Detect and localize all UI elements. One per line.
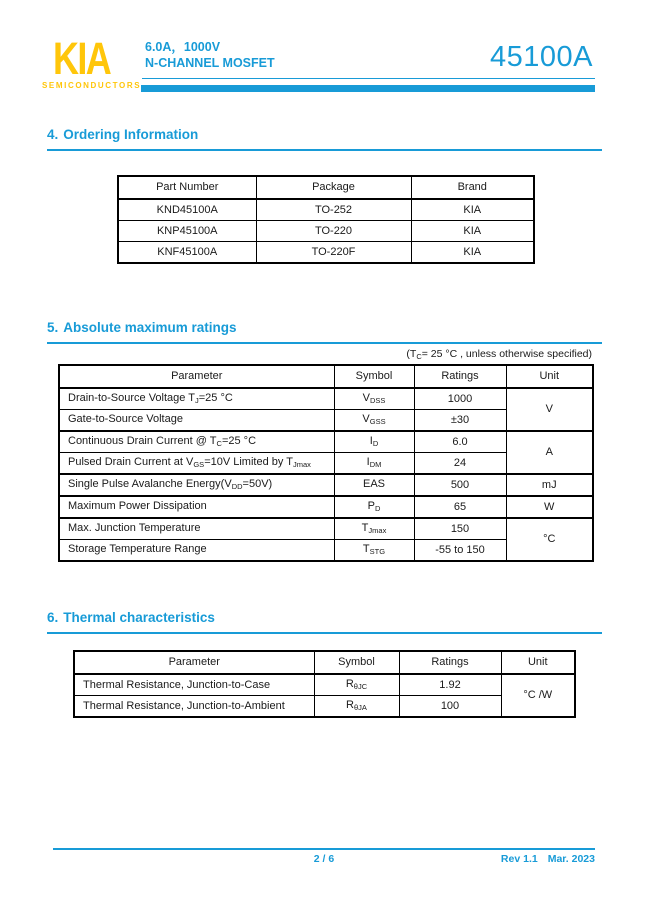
table-row	[59, 496, 593, 518]
cell-brand: KIA	[411, 221, 534, 242]
cell-symbol: $T_{Jmax}$	[334, 518, 414, 540]
cell-symbol: $P_D$	[334, 496, 414, 518]
cell-part-number: KND45100A	[118, 199, 256, 221]
cell-parameter: Maximum Power Dissipation	[59, 496, 334, 518]
table-row	[118, 199, 534, 221]
cell-unit: mJ	[506, 474, 593, 496]
cell-unit: A	[506, 431, 593, 474]
note-text: (T	[406, 348, 417, 360]
cell-unit: °C /W	[501, 674, 575, 717]
header-rule-thin	[142, 78, 595, 79]
cell-rating: 150	[414, 518, 506, 540]
cell-parameter: Storage Temperature Range	[59, 540, 334, 562]
table-row	[74, 674, 575, 696]
conditions-note	[406, 348, 592, 361]
col-header-symbol: Symbol	[334, 365, 414, 388]
table-header-row	[118, 176, 534, 199]
col-header-package: Package	[256, 176, 411, 199]
cell-rating: 65	[414, 496, 506, 518]
device-spec	[145, 39, 275, 71]
ordering-table	[117, 175, 535, 264]
thermal-characteristics-table	[73, 650, 576, 718]
cell-parameter: Thermal Resistance, Junction-to-Ambient	[74, 696, 314, 718]
table-header-row	[59, 365, 593, 388]
table-row	[118, 242, 534, 264]
cell-rating: 1.92	[399, 674, 501, 696]
section-thermal-heading	[47, 610, 215, 625]
cell-brand: KIA	[411, 242, 534, 264]
revision-number: Rev 1.1	[500, 853, 538, 865]
section-thermal-rule	[47, 632, 602, 634]
cell-package: TO-220F	[256, 242, 411, 264]
section-title: Absolute maximum ratings	[63, 320, 237, 335]
section-title: Ordering Information	[63, 127, 199, 142]
table-row	[118, 221, 534, 242]
cell-rating: 1000	[414, 388, 506, 410]
spec-line-current-voltage: 6.0A，1000V	[145, 40, 221, 54]
cell-symbol: $R_{\theta JA}$	[314, 696, 399, 718]
cell-unit: °C	[506, 518, 593, 561]
col-header-parameter: Parameter	[59, 365, 334, 388]
kia-logo: KIA	[53, 33, 111, 84]
revision-info	[491, 853, 595, 865]
cell-parameter: Max. Junction Temperature	[59, 518, 334, 540]
col-header-symbol: Symbol	[314, 651, 399, 674]
section-ordering-rule	[47, 149, 602, 151]
section-number: 6.	[47, 610, 59, 625]
part-number-title: 45100A	[490, 41, 593, 73]
cell-symbol: EAS	[334, 474, 414, 496]
cell-rating: ±30	[414, 410, 506, 432]
section-number: 4.	[47, 127, 59, 142]
spec-line-channel-type: N-CHANNEL MOSFET	[145, 56, 275, 70]
cell-parameter: Drain-to-Source Voltage $T_J=25$ °C	[59, 388, 334, 410]
table-row	[74, 696, 575, 718]
table-row	[59, 518, 593, 540]
section-absmax-heading	[47, 320, 237, 335]
cell-symbol: $R_{\theta JC}$	[314, 674, 399, 696]
absolute-maximum-ratings-table	[58, 364, 594, 562]
header-rule-thick	[141, 85, 595, 92]
section-title: Thermal characteristics	[63, 610, 215, 625]
col-header-part-number: Part Number	[118, 176, 256, 199]
col-header-unit: Unit	[506, 365, 593, 388]
footer-rule	[53, 848, 595, 850]
cell-parameter: Gate-to-Source Voltage	[59, 410, 334, 432]
cell-part-number: KNF45100A	[118, 242, 256, 264]
section-absmax-rule	[47, 342, 602, 344]
table-row	[59, 474, 593, 496]
note-subscript: C	[416, 352, 422, 361]
cell-rating: 6.0	[414, 431, 506, 453]
col-header-brand: Brand	[411, 176, 534, 199]
cell-parameter: Pulsed Drain Current at $V_{GS}=10V$ Limited by $T_{Jmax}$	[59, 453, 334, 475]
cell-symbol: $T_{STG}$	[334, 540, 414, 562]
cell-parameter: Continuous Drain Current @ $T_C=25$ °C	[59, 431, 334, 453]
cell-rating: 24	[414, 453, 506, 475]
cell-unit: W	[506, 496, 593, 518]
cell-symbol: $V_{DSS}$	[334, 388, 414, 410]
page-indicator: 2 / 6	[313, 853, 335, 865]
cell-rating: 500	[414, 474, 506, 496]
cell-rating: -55 to 150	[414, 540, 506, 562]
cell-parameter: Thermal Resistance, Junction-to-Case	[74, 674, 314, 696]
table-header-row	[74, 651, 575, 674]
revision-date: Mar. 2023	[547, 853, 595, 865]
cell-part-number: KNP45100A	[118, 221, 256, 242]
cell-symbol: $I_D$	[334, 431, 414, 453]
cell-rating: 100	[399, 696, 501, 718]
cell-symbol: $I_{DM}$	[334, 453, 414, 475]
section-number: 5.	[47, 320, 59, 335]
kia-logo-subtext: SEMICONDUCTORS	[42, 81, 142, 90]
col-header-parameter: Parameter	[74, 651, 314, 674]
cell-symbol: $V_{GSS}$	[334, 410, 414, 432]
note-text: = 25 °C , unless otherwise specified)	[421, 348, 592, 360]
col-header-ratings: Ratings	[414, 365, 506, 388]
cell-unit: V	[506, 388, 593, 431]
table-row	[59, 431, 593, 453]
cell-package: TO-220	[256, 221, 411, 242]
section-ordering-heading	[47, 127, 198, 142]
cell-package: TO-252	[256, 199, 411, 221]
col-header-unit: Unit	[501, 651, 575, 674]
cell-brand: KIA	[411, 199, 534, 221]
table-row	[59, 388, 593, 410]
col-header-ratings: Ratings	[399, 651, 501, 674]
cell-parameter: Single Pulse Avalanche $Energy(V_{DD}=50V)$	[59, 474, 334, 496]
